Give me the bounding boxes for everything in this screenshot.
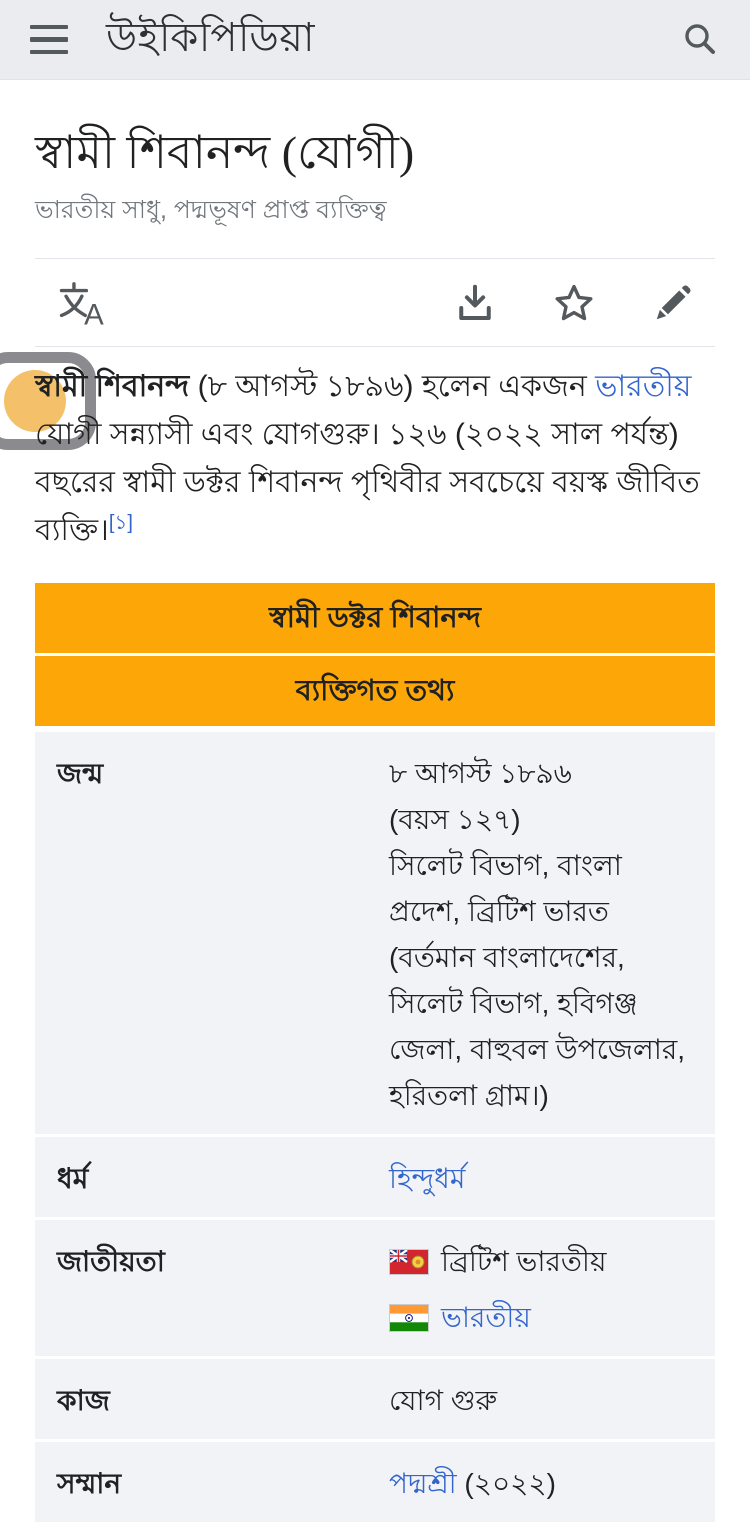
birth-label: জন্ম (57, 758, 104, 789)
india-flag-icon (389, 1304, 429, 1332)
nationality-label: জাতীয়তা (57, 1246, 165, 1277)
link-hinduism[interactable]: হিন্দুধর্ম (389, 1163, 466, 1194)
honors-label: সম্মান (57, 1468, 122, 1499)
nationality-british-line (389, 1239, 691, 1285)
infobox-row-occupation (35, 1356, 715, 1439)
app-header (0, 0, 750, 80)
birth-place: সিলেট বিভাগ, বাংলা প্রদেশ, ব্রিটিশ ভারত (বর্তমান বাংলাদেশের, সিলেট বিভাগ, হবিগঞ্জ জেলা, বাহুবল উপজেলার, হরিতলা গ্রাম।) (389, 850, 686, 1111)
birth-age: (বয়স ১২৭) (389, 804, 521, 835)
nationality-indian-line (389, 1295, 691, 1341)
article-tagline: ভারতীয় সাধু, পদ্মভূষণ প্রাপ্ত ব্যক্তিত্ব (35, 196, 387, 224)
lead-text: (৮ আগস্ট ১৮৯৬) হলেন একজন (189, 370, 596, 403)
infobox-title: স্বামী ডক্টর শিবানন্দ (35, 583, 715, 653)
infobox-row-nationality (35, 1217, 715, 1356)
infobox-row-birth (35, 729, 715, 1134)
nationality-british-text: ব্রিটিশ ভারতীয় (441, 1246, 607, 1277)
article-action-bar (35, 259, 715, 347)
birth-date: ৮ আগস্ট ১৮৯৬ (389, 758, 572, 789)
lead-text: যোগী সন্ন্যাসী এবং যোগগুরু। ১২৬ (২০২২ সাল পর্যন্ত) বছরের স্বামী ডক্টর শিবানন্দ পৃথিবীর সবচেয়ে বয়স্ক জীবিত ব্যক্তি। (35, 418, 700, 547)
infobox-section-header: ব্যক্তিগত তথ্য (35, 656, 715, 726)
language-icon[interactable] (57, 279, 109, 327)
lead-paragraph (35, 363, 715, 555)
search-icon[interactable] (680, 20, 720, 60)
honors-year: (২০২২) (456, 1468, 556, 1499)
download-icon[interactable] (455, 283, 495, 323)
infobox-row-honors (35, 1439, 715, 1522)
link-indian[interactable]: ভারতীয় (595, 370, 692, 403)
infobox (35, 583, 715, 1522)
link-padma-shri[interactable]: পদ্মশ্রী (389, 1468, 457, 1499)
link-indian-nationality[interactable]: ভারতীয় (441, 1302, 531, 1333)
occupation-value: যোগ গুরু (389, 1385, 498, 1416)
religion-label: ধর্ম (57, 1163, 89, 1194)
hamburger-menu-icon[interactable] (30, 25, 68, 55)
infobox-row-religion (35, 1134, 715, 1217)
wikipedia-wordmark[interactable]: উইকিপিডিয়া (106, 15, 316, 60)
page-title: স্বামী শিবানন্দ (যোগী) (35, 127, 415, 178)
british-raj-flag-icon (389, 1249, 429, 1275)
citation-ref-link[interactable]: [১] (108, 512, 133, 534)
occupation-label: কাজ (57, 1385, 110, 1416)
subject-name-bold: স্বামী শিবানন্দ (35, 370, 190, 403)
star-watch-icon[interactable] (553, 282, 595, 324)
edit-pencil-icon[interactable] (653, 283, 693, 323)
svg-text:A: A (84, 297, 104, 327)
